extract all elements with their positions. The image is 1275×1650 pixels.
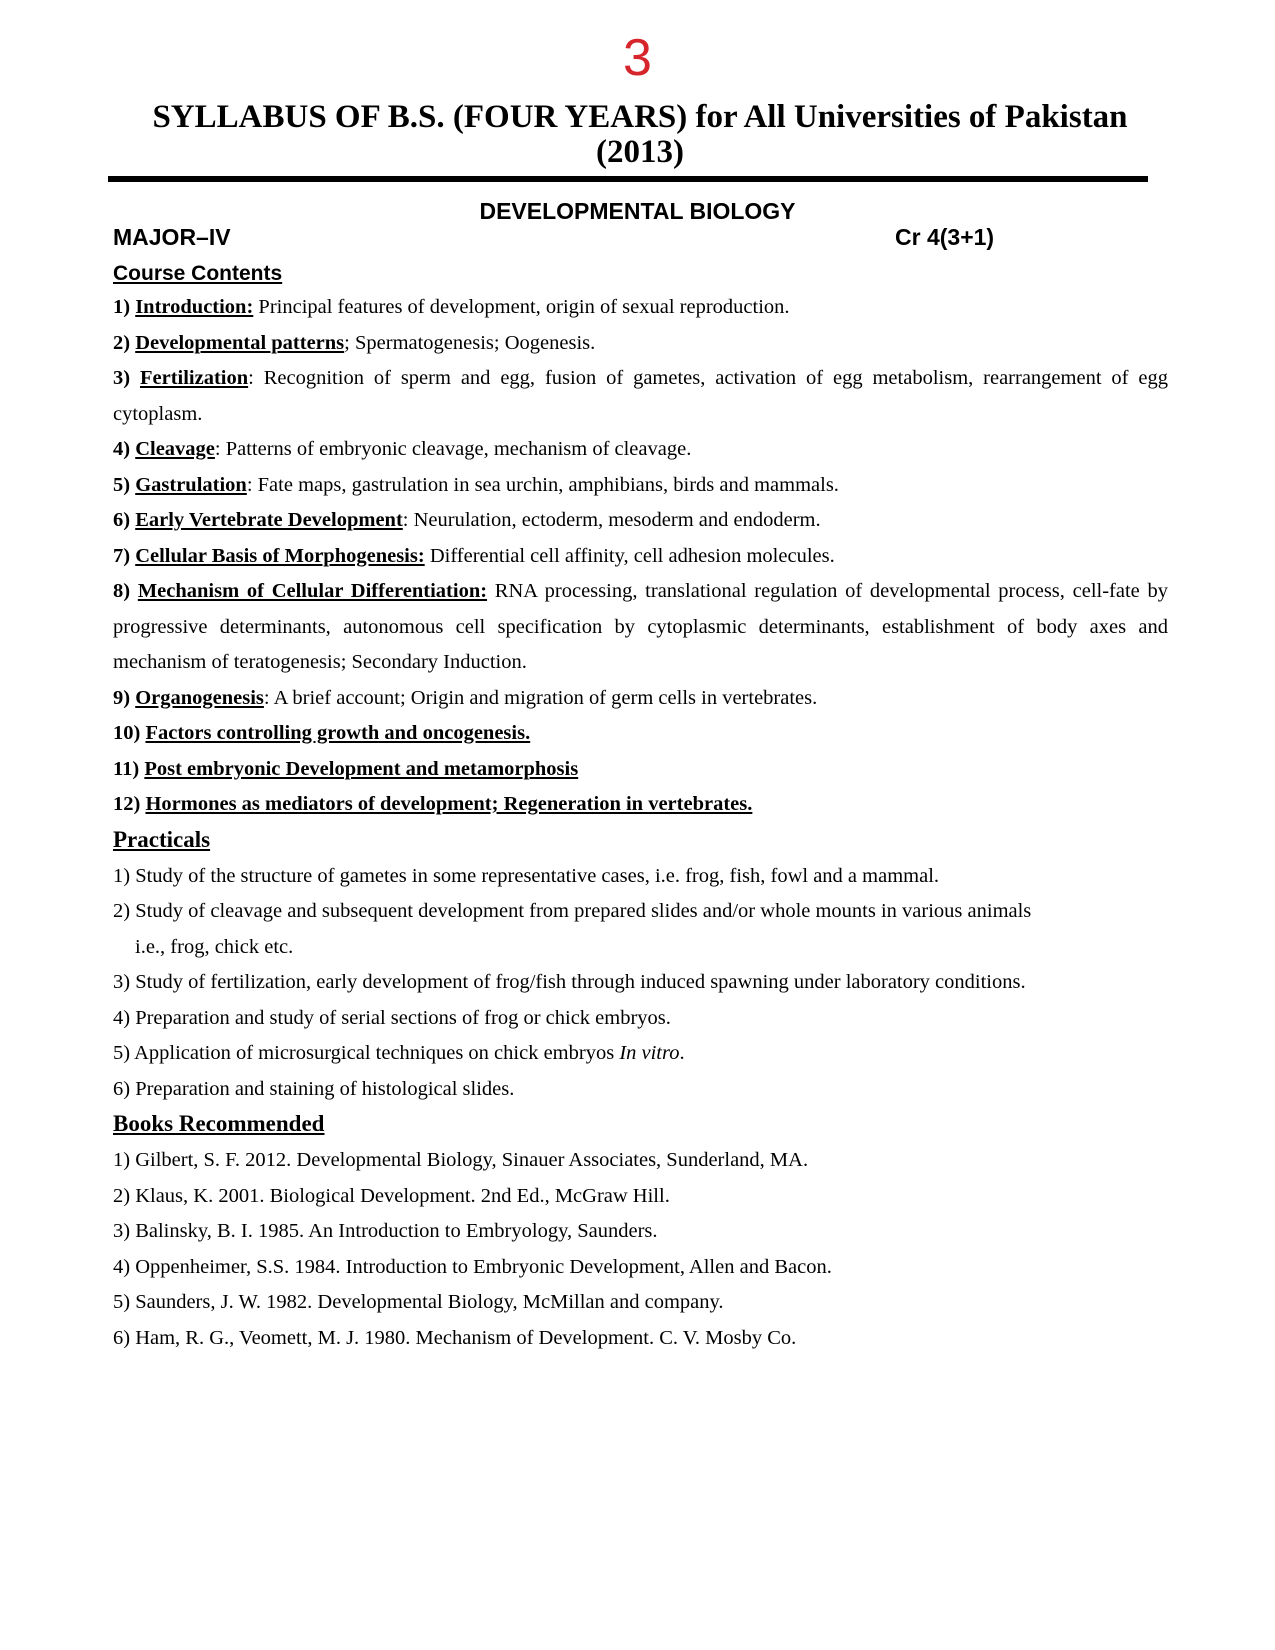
list-item: 10) Factors controlling growth and oncogenesis. — [113, 722, 531, 744]
syllabus-body — [113, 258, 1168, 1356]
topic-title: Cleavage — [135, 438, 215, 460]
list-item: 3) Study of fertilization, early development of frog/fish through induced spawning under laboratory conditions. — [113, 971, 1026, 993]
list-item: 8) Mechanism of Cellular Differentiation: RNA processing, translational regulation of developmental process, cell-fate by progressive determinants, autonomous cell specification by cytoplasmic determinants, establishment of body axes and mechanism of teratogenesis; Secondary Induction. — [113, 580, 1168, 673]
topic-title: Early Vertebrate Development — [135, 509, 403, 531]
topic-title: Cellular Basis of Morphogenesis: — [135, 544, 425, 567]
title-line-2: (2013) — [596, 134, 684, 170]
page-number: 3 — [623, 29, 652, 87]
book-item: 1) Gilbert, S. F. 2012. Developmental Biology, Sinauer Associates, Sunderland, MA. — [113, 1149, 809, 1171]
book-item: 3) Balinsky, B. I. 1985. An Introduction to Embryology, Saunders. — [113, 1220, 658, 1242]
book-item: 4) Oppenheimer, S.S. 1984. Introduction to Embryonic Development, Allen and Bacon. — [113, 1255, 832, 1278]
document-title — [110, 100, 1170, 170]
list-item: 11) Post embryonic Development and metamorphosis — [113, 757, 579, 780]
list-item: 5) Application of microsurgical techniques on chick embryos In vitro. — [113, 1042, 685, 1064]
course-major: MAJOR–IV — [113, 224, 231, 250]
title-divider — [108, 176, 1148, 182]
book-item: 5) Saunders, J. W. 1982. Developmental Biology, McMillan and company. — [113, 1291, 724, 1313]
list-item: 1) Introduction: Principal features of development, origin of sexual reproduction. — [113, 296, 790, 318]
list-item: 4) Cleavage: Patterns of embryonic cleavage, mechanism of cleavage. — [113, 438, 692, 460]
course-contents-heading: Course Contents — [113, 262, 283, 285]
course-subject: DEVELOPMENTAL BIOLOGY — [479, 198, 796, 224]
practicals-list — [113, 859, 1168, 1108]
title-line-1: SYLLABUS OF B.S. (FOUR YEARS) for All Universities of Pakistan — [152, 99, 1128, 135]
topic-title: Developmental patterns — [135, 331, 345, 354]
list-item: 12) Hormones as mediators of development; Regeneration in vertebrates. — [113, 793, 753, 815]
topic-title: Post embryonic Development and metamorphosis — [144, 757, 579, 780]
topic-title: Fertilization — [139, 367, 249, 389]
list-item: 1) Study of the structure of gametes in some representative cases, i.e. frog, fish, fowl and a mammal. — [113, 864, 940, 887]
list-item-continuation: i.e., frog, chick etc. — [135, 935, 294, 958]
course-credit: Cr 4(3+1) — [895, 224, 995, 250]
list-item: 3) Fertilization: Recognition of sperm and egg, fusion of gametes, activation of egg metabolism, rearrangement of egg cytoplasm. — [113, 367, 1169, 425]
topic-title: Organogenesis — [135, 686, 264, 709]
list-item: 2) Developmental patterns; Spermatogenesis; Oogenesis. — [113, 331, 596, 354]
book-item: 6) Ham, R. G., Veomett, M. J. 1980. Mechanism of Development. C. V. Mosby Co. — [113, 1326, 797, 1349]
topic-title: Hormones as mediators of development; Regeneration in vertebrates. — [145, 793, 753, 815]
practicals-heading: Practicals — [113, 826, 211, 852]
books-heading: Books Recommended — [113, 1111, 325, 1136]
list-item: 9) Organogenesis: A brief account; Origin and migration of germ cells in vertebrates. — [113, 686, 818, 709]
books-list — [113, 1143, 1168, 1356]
course-contents-list — [113, 290, 1168, 823]
list-item: 4) Preparation and study of serial sections of frog or chick embryos. — [113, 1006, 671, 1029]
topic-title: Mechanism of Cellular Differentiation: — [137, 580, 488, 602]
list-item: 6) Preparation and staining of histological slides. — [113, 1077, 515, 1100]
topic-title: Introduction: — [135, 296, 254, 318]
list-item: 7) Cellular Basis of Morphogenesis: Differential cell affinity, cell adhesion molecules. — [113, 544, 835, 567]
list-item: 5) Gastrulation: Fate maps, gastrulation in sea urchin, amphibians, birds and mammals. — [113, 473, 839, 496]
list-item: 2) Study of cleavage and subsequent development from prepared slides and/or whole mounts in various animals — [113, 900, 1032, 922]
book-item: 2) Klaus, K. 2001. Biological Development. 2nd Ed., McGraw Hill. — [113, 1184, 670, 1207]
topic-title: Gastrulation — [135, 473, 247, 496]
topic-title: Factors controlling growth and oncogenesis. — [145, 722, 531, 744]
list-item: 6) Early Vertebrate Development: Neurulation, ectoderm, mesoderm and endoderm. — [113, 509, 821, 531]
